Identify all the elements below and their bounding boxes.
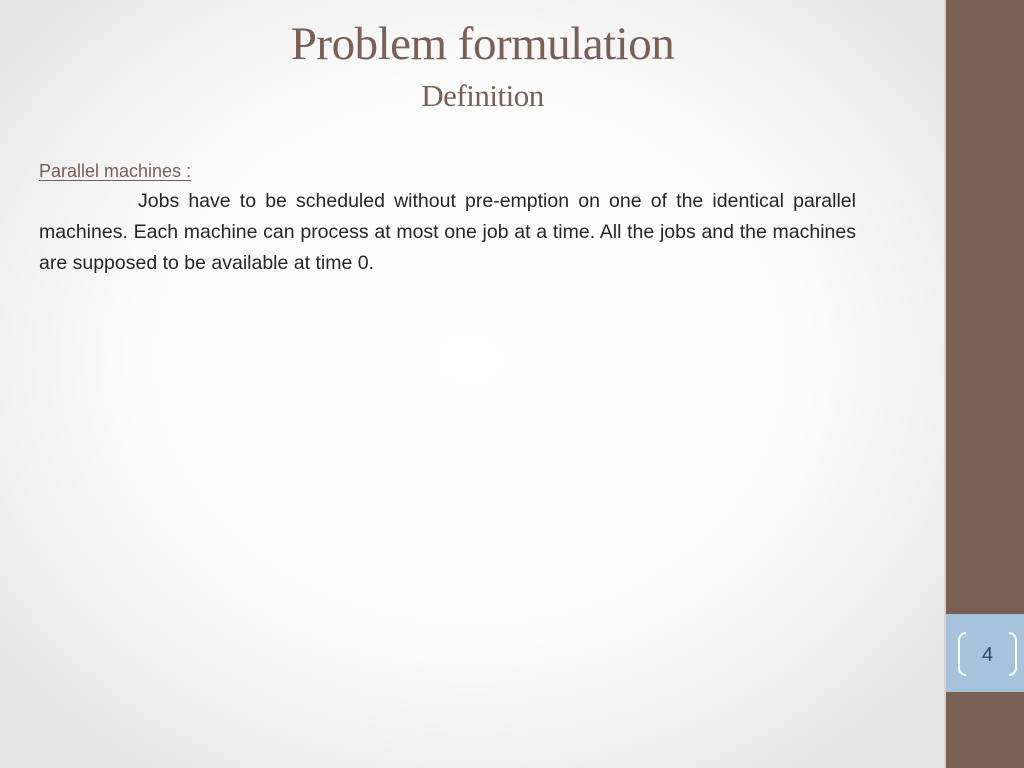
slide-title: Problem formulation [290, 18, 675, 70]
section-heading: Parallel machines : [39, 161, 192, 181]
left-bracket-icon [958, 632, 966, 676]
page-number: 4 [981, 644, 994, 666]
slide-subtitle: Definition [421, 78, 544, 113]
body-paragraph: Jobs have to be scheduled without pre-emption on one of the identical parallel machines. Each machine can process at most one job at a time. All the jobs and the machines are supposed to be available at time 0. [39, 190, 856, 274]
right-bracket-icon [1009, 632, 1017, 676]
